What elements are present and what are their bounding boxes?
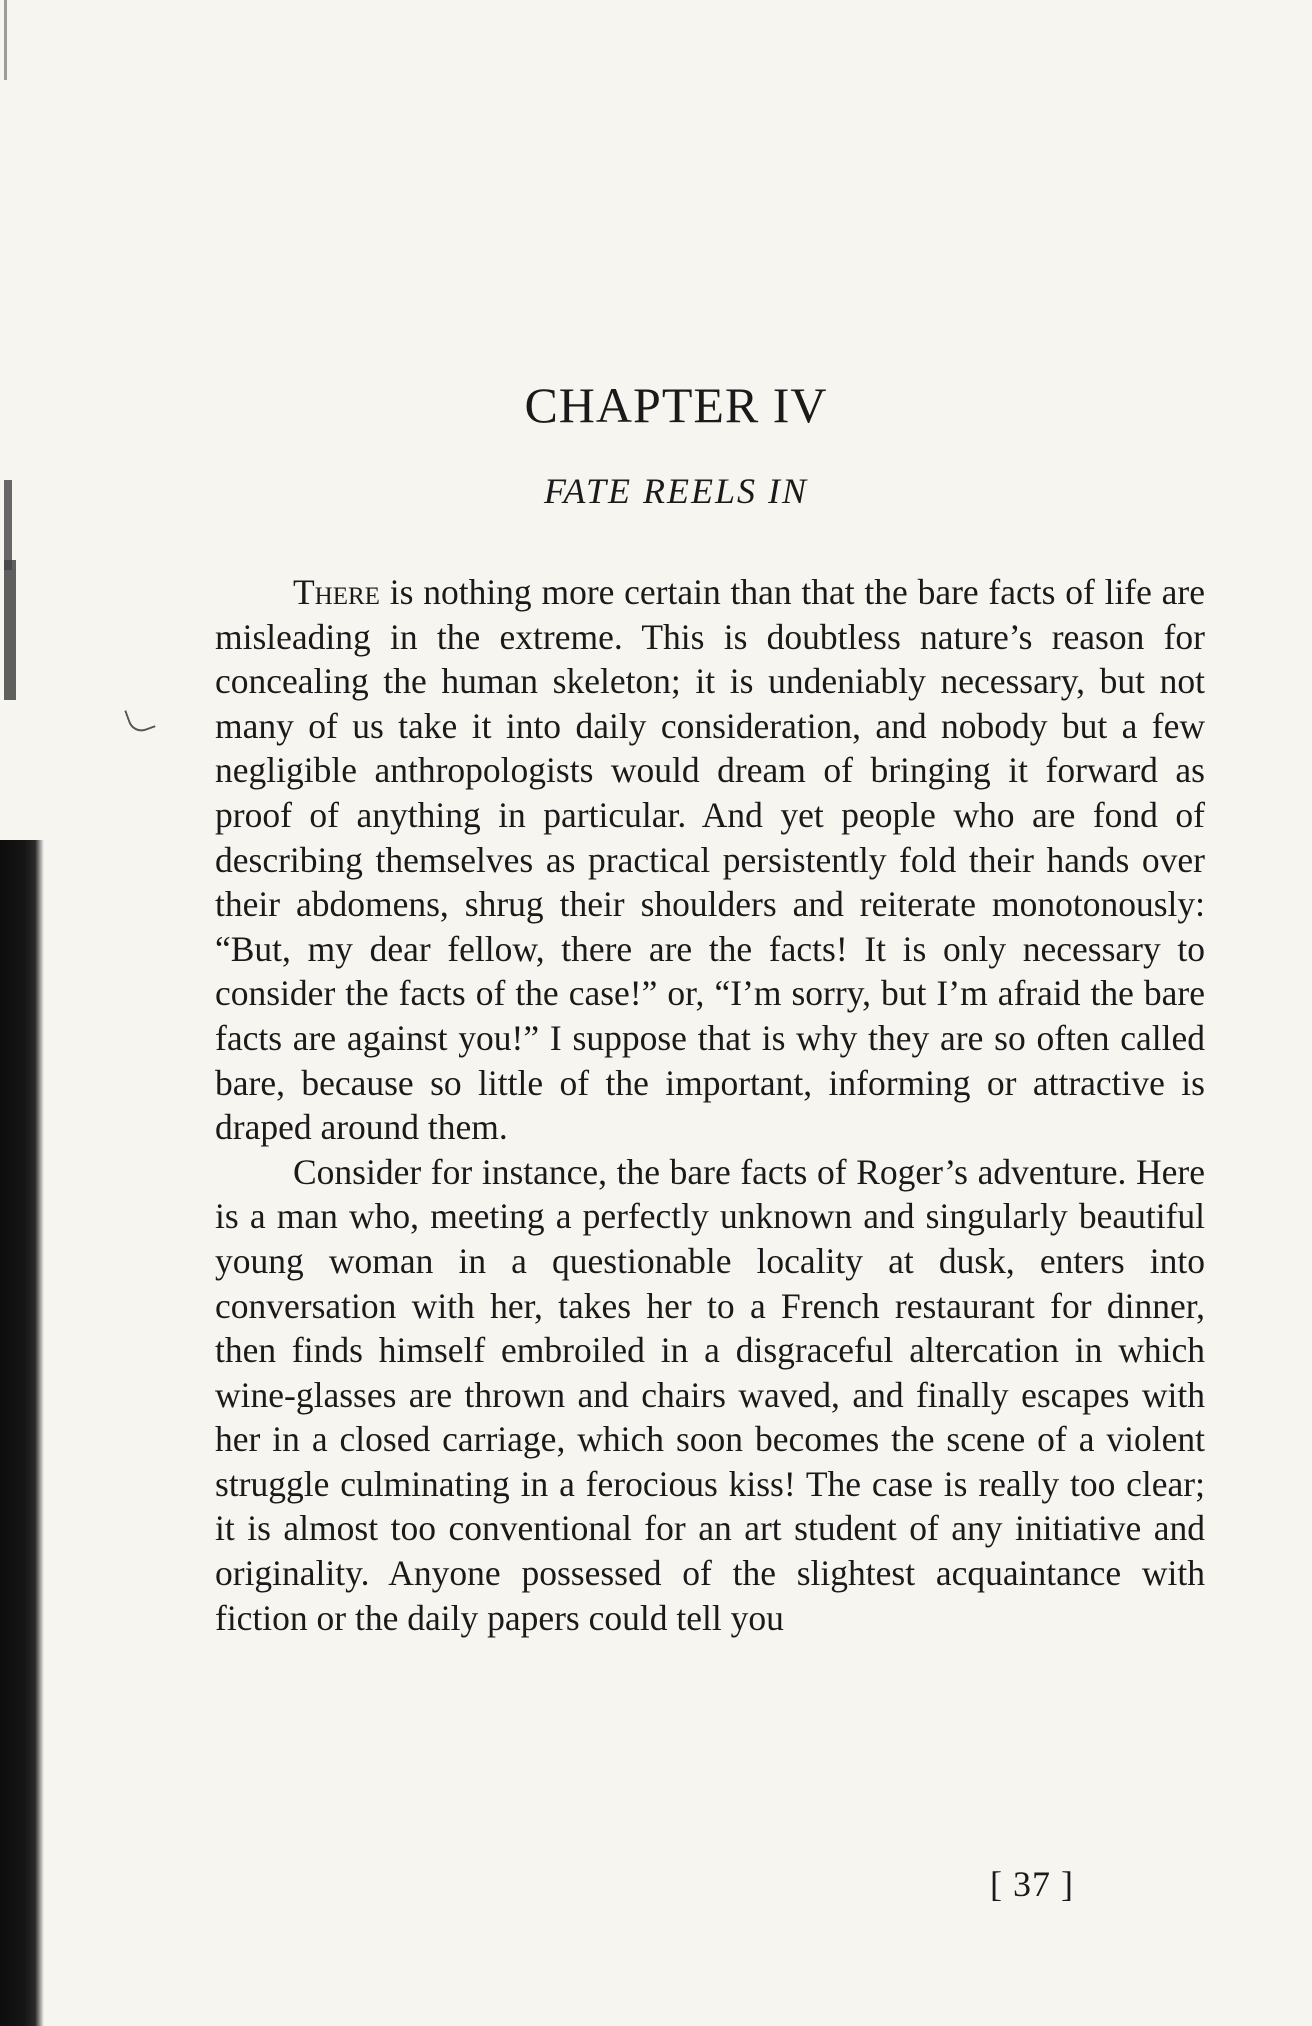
chapter-subtitle: FATE REELS IN [543, 471, 808, 511]
paragraph-text: Consider for instance, the bare facts of Roger’s adventure. Here is a man who, meeting a perfectly unknown and singularly beautiful young woman in a questionable locality at dusk, enters into conversation with her, takes her to a French restaurant for dinner, then finds himself embroiled in a disgraceful altercation in which wine-glasses are thrown and chairs waved, and finally escapes with her in a closed carriage, which soon becomes the scene of a violent struggle culminating in a ferocious kiss! The case is really too clear; it is almost too conventional for an art student of any initiative and originality. Anyone possessed of the slightest acquaintance with fiction or the daily papers could tell you [215, 1151, 1205, 1638]
page-number: [ 37 ] [990, 1864, 1074, 1904]
body-text [215, 570, 1205, 1640]
paragraph [215, 1150, 1205, 1641]
margin-pencil-mark [124, 703, 155, 736]
paragraph-text: is nothing more certain than that the bare facts of life are misleading in the extreme. This is doubtless nature’s reason for concealing the human skeleton; it is undeniably necessary, but not many of us take it into daily consideration, and nobody but a few negligible anthropologists would dream of bringing it forward as proof of anything in particular. And yet people who are fond of describing themselves as practical persistently fold their hands over their abdomens, shrug their shoulders and reiterate monotonously: “But, my dear fellow, there are the facts! It is only necessary to consider the facts of the case!” or, “I’m sorry, but I’m afraid the bare facts are against you!” I suppose that is why they are so often called bare, because so little of the important, informing or attractive is draped around them. [215, 572, 1205, 1148]
scan-mark [4, 0, 7, 80]
paragraph-lead-word: There [293, 572, 380, 612]
chapter-title: CHAPTER IV [524, 377, 828, 433]
paragraph [215, 570, 1205, 1150]
binding-shadow [0, 840, 44, 2026]
scan-mark [4, 560, 16, 700]
